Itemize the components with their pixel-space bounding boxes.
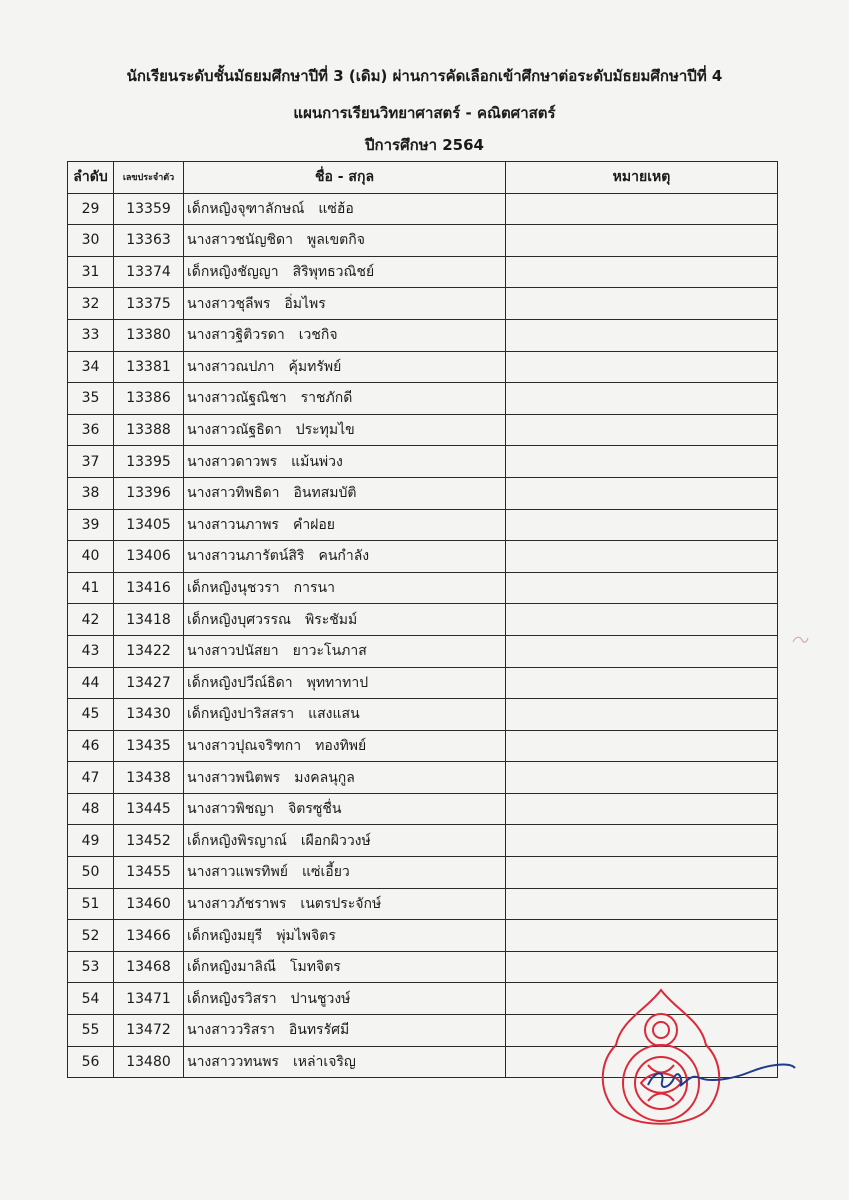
student-note: [506, 762, 778, 794]
student-first-name: นางสาวณปภา: [187, 358, 275, 375]
row-number: 56: [68, 1046, 114, 1078]
row-number: 29: [68, 193, 114, 225]
row-number: 54: [68, 983, 114, 1015]
row-number: 50: [68, 857, 114, 889]
academic-year: ปีการศึกษา 2564: [365, 136, 484, 154]
student-first-name: นางสาวดาวพร: [187, 453, 278, 470]
student-note: [506, 509, 778, 541]
table-row: [68, 667, 778, 699]
student-name: [184, 825, 506, 857]
student-id: 13374: [114, 256, 184, 288]
row-number: 45: [68, 699, 114, 731]
column-header-no: ลำดับ: [68, 162, 114, 194]
student-first-name: นางสาวชนัญชิดา: [187, 232, 293, 249]
row-number: 43: [68, 635, 114, 667]
student-note: [506, 541, 778, 573]
table-row: [68, 888, 778, 920]
table-row: [68, 288, 778, 320]
student-name: [184, 1046, 506, 1078]
table-row: [68, 541, 778, 573]
row-number: 41: [68, 572, 114, 604]
student-id: 13445: [114, 793, 184, 825]
student-name: [184, 951, 506, 983]
student-id: 13388: [114, 414, 184, 446]
student-name: [184, 414, 506, 446]
student-first-name: เด็กหญิงนุชวรา: [187, 580, 280, 597]
student-last-name: ยาวะโนภาส: [292, 643, 367, 660]
student-first-name: นางสาววริสรา: [187, 1022, 275, 1039]
student-name: [184, 857, 506, 889]
student-first-name: เด็กหญิงมาลิณี: [187, 959, 277, 976]
table-row: [68, 604, 778, 636]
student-last-name: แซ่เอี้ยว: [301, 864, 350, 881]
student-first-name: นางสาวทิพธิดา: [187, 485, 280, 502]
student-last-name: อินทสมบัติ: [293, 485, 357, 502]
table-row: [68, 825, 778, 857]
student-first-name: เด็กหญิงปาริสสรา: [187, 706, 295, 723]
student-last-name: เนตรประจักษ์: [300, 895, 382, 912]
student-name: [184, 477, 506, 509]
row-number: 47: [68, 762, 114, 794]
student-first-name: นางสาวฐิติวรดา: [187, 327, 285, 344]
student-last-name: แซ่ฮ้อ: [318, 200, 354, 217]
row-number: 32: [68, 288, 114, 320]
student-last-name: คนกำลัง: [318, 548, 370, 565]
student-first-name: นางสาวปุณจริฑกา: [187, 737, 302, 754]
student-id: 13359: [114, 193, 184, 225]
student-first-name: เด็กหญิงรวิสรา: [187, 990, 277, 1007]
table-row: [68, 225, 778, 257]
student-note: [506, 667, 778, 699]
student-id: 13395: [114, 446, 184, 478]
student-last-name: ปานชูวงษ์: [290, 990, 351, 1007]
student-first-name: เด็กหญิงชัญญา: [187, 264, 279, 281]
student-first-name: นางสาวณัฐธิดา: [187, 422, 282, 439]
row-number: 46: [68, 730, 114, 762]
row-number: 37: [68, 446, 114, 478]
student-last-name: ประทุมไข: [295, 422, 355, 439]
student-id: 13472: [114, 1015, 184, 1047]
student-name: [184, 509, 506, 541]
pencil-mark-icon: [790, 630, 810, 650]
table-row: [68, 477, 778, 509]
student-last-name: คำฝอย: [292, 516, 335, 533]
document-title: นักเรียนระดับชั้นมัธยมศึกษาปีที่ 3 (เดิม) ผ่านการคัดเลือกเข้าศึกษาต่อระดับมัธยมศึกษาปีที่ 4: [126, 67, 723, 85]
student-name: [184, 225, 506, 257]
table-row: [68, 730, 778, 762]
student-note: [506, 857, 778, 889]
table-row: [68, 509, 778, 541]
student-name: [184, 667, 506, 699]
student-name: [184, 635, 506, 667]
student-last-name: สิริพุทธวณิชย์: [292, 264, 375, 281]
student-note: [506, 793, 778, 825]
row-number: 51: [68, 888, 114, 920]
student-first-name: นางสาววทนพร: [187, 1053, 279, 1070]
row-number: 53: [68, 951, 114, 983]
student-note: [506, 288, 778, 320]
student-id: 13466: [114, 920, 184, 952]
student-last-name: ทองทิพย์: [315, 737, 367, 754]
student-last-name: การนา: [293, 580, 335, 597]
table-row: [68, 699, 778, 731]
student-name: [184, 256, 506, 288]
row-number: 36: [68, 414, 114, 446]
student-last-name: พุ่มไพจิตร: [276, 927, 336, 944]
row-number: 31: [68, 256, 114, 288]
student-note: [506, 414, 778, 446]
student-first-name: นางสาวนภารัตน์สิริ: [187, 548, 305, 565]
student-name: [184, 762, 506, 794]
student-name: [184, 888, 506, 920]
student-first-name: นางสาวปนัสยา: [187, 643, 279, 660]
student-last-name: แม้นพ่วง: [291, 453, 343, 470]
row-number: 49: [68, 825, 114, 857]
student-id: 13430: [114, 699, 184, 731]
table-row: [68, 193, 778, 225]
student-name: [184, 383, 506, 415]
table-row: [68, 793, 778, 825]
student-name: [184, 319, 506, 351]
row-number: 44: [68, 667, 114, 699]
student-id: 13468: [114, 951, 184, 983]
student-note: [506, 351, 778, 383]
student-name: [184, 446, 506, 478]
row-number: 48: [68, 793, 114, 825]
table-row: [68, 762, 778, 794]
student-note: [506, 477, 778, 509]
student-id: 13381: [114, 351, 184, 383]
student-first-name: นางสาวชุลีพร: [187, 295, 271, 312]
student-first-name: นางสาวพนิตพร: [187, 769, 281, 786]
row-number: 39: [68, 509, 114, 541]
student-last-name: ราชภักดี: [300, 390, 353, 407]
student-note: [506, 193, 778, 225]
table-header-row: [68, 162, 778, 194]
student-note: [506, 319, 778, 351]
student-first-name: เด็กหญิงปวีณ์ธิดา: [187, 674, 293, 691]
row-number: 33: [68, 319, 114, 351]
student-last-name: จิตรซูชื่น: [288, 801, 342, 818]
student-id: 13452: [114, 825, 184, 857]
student-note: [506, 383, 778, 415]
student-id: 13435: [114, 730, 184, 762]
student-first-name: เด็กหญิงจุฑาลักษณ์: [187, 200, 305, 217]
student-id: 13405: [114, 509, 184, 541]
table-row: [68, 351, 778, 383]
table-row: [68, 446, 778, 478]
student-note: [506, 225, 778, 257]
student-note: [506, 635, 778, 667]
column-header-note: หมายเหตุ: [506, 162, 778, 194]
student-last-name: คุ้มทรัพย์: [288, 358, 342, 375]
student-name: [184, 793, 506, 825]
student-id: 13480: [114, 1046, 184, 1078]
student-name: [184, 730, 506, 762]
table-row: [68, 951, 778, 983]
student-name: [184, 288, 506, 320]
student-table: [67, 161, 778, 1078]
student-id: 13396: [114, 477, 184, 509]
column-header-id: เลขประจำตัว: [114, 162, 184, 194]
student-first-name: นางสาวแพรทิพย์: [187, 864, 288, 881]
student-id: 13438: [114, 762, 184, 794]
student-last-name: พิระชัมม์: [305, 611, 358, 628]
student-first-name: เด็กหญิงบุศวรรณ: [187, 611, 292, 628]
table-row: [68, 256, 778, 288]
table-row: [68, 920, 778, 952]
student-last-name: แสงแสน: [308, 706, 360, 723]
student-id: 13363: [114, 225, 184, 257]
student-id: 13386: [114, 383, 184, 415]
table-row: [68, 635, 778, 667]
student-note: [506, 604, 778, 636]
study-plan-title: แผนการเรียนวิทยาศาสตร์ - คณิตศาสตร์: [293, 104, 556, 122]
student-note: [506, 920, 778, 952]
student-id: 13460: [114, 888, 184, 920]
table-row: [68, 383, 778, 415]
student-note: [506, 825, 778, 857]
student-name: [184, 541, 506, 573]
student-id: 13471: [114, 983, 184, 1015]
student-id: 13416: [114, 572, 184, 604]
student-id: 13455: [114, 857, 184, 889]
student-id: 13422: [114, 635, 184, 667]
student-id: 13375: [114, 288, 184, 320]
student-note: [506, 730, 778, 762]
student-last-name: พุททาทาป: [306, 674, 369, 691]
row-number: 52: [68, 920, 114, 952]
student-name: [184, 572, 506, 604]
student-id: 13427: [114, 667, 184, 699]
student-note: [506, 446, 778, 478]
row-number: 38: [68, 477, 114, 509]
row-number: 40: [68, 541, 114, 573]
student-note: [506, 699, 778, 731]
student-last-name: เผือกผิววงษ์: [300, 832, 371, 849]
student-id: 13406: [114, 541, 184, 573]
table-row: [68, 319, 778, 351]
row-number: 55: [68, 1015, 114, 1047]
row-number: 34: [68, 351, 114, 383]
student-name: [184, 351, 506, 383]
student-last-name: มงคลนุกูล: [294, 769, 355, 786]
row-number: 35: [68, 383, 114, 415]
student-last-name: อินทรรัศมี: [288, 1022, 350, 1039]
student-last-name: เวชกิจ: [298, 327, 338, 344]
row-number: 30: [68, 225, 114, 257]
student-name: [184, 920, 506, 952]
student-first-name: นางสาวพิชญา: [187, 801, 275, 818]
student-note: [506, 951, 778, 983]
student-name: [184, 699, 506, 731]
student-last-name: พูลเขตกิจ: [307, 232, 365, 249]
student-last-name: เหล่าเจริญ: [292, 1053, 356, 1070]
student-name: [184, 983, 506, 1015]
column-header-name: ชื่อ - สกุล: [184, 162, 506, 194]
student-name: [184, 1015, 506, 1047]
student-id: 13418: [114, 604, 184, 636]
student-last-name: โมทจิตร: [290, 959, 341, 976]
student-note: [506, 888, 778, 920]
student-first-name: เด็กหญิงพิรญาณ์: [187, 832, 287, 849]
signature-icon: [640, 1050, 800, 1100]
student-note: [506, 256, 778, 288]
student-name: [184, 604, 506, 636]
table-row: [68, 414, 778, 446]
student-last-name: อิ่มไพร: [284, 295, 326, 312]
student-first-name: เด็กหญิงมยุรี: [187, 927, 263, 944]
student-first-name: นางสาวภัชราพร: [187, 895, 287, 912]
student-name: [184, 193, 506, 225]
student-first-name: นางสาวณัฐณิชา: [187, 390, 287, 407]
student-id: 13380: [114, 319, 184, 351]
table-row: [68, 572, 778, 604]
row-number: 42: [68, 604, 114, 636]
student-first-name: นางสาวนภาพร: [187, 516, 279, 533]
student-note: [506, 572, 778, 604]
table-row: [68, 857, 778, 889]
